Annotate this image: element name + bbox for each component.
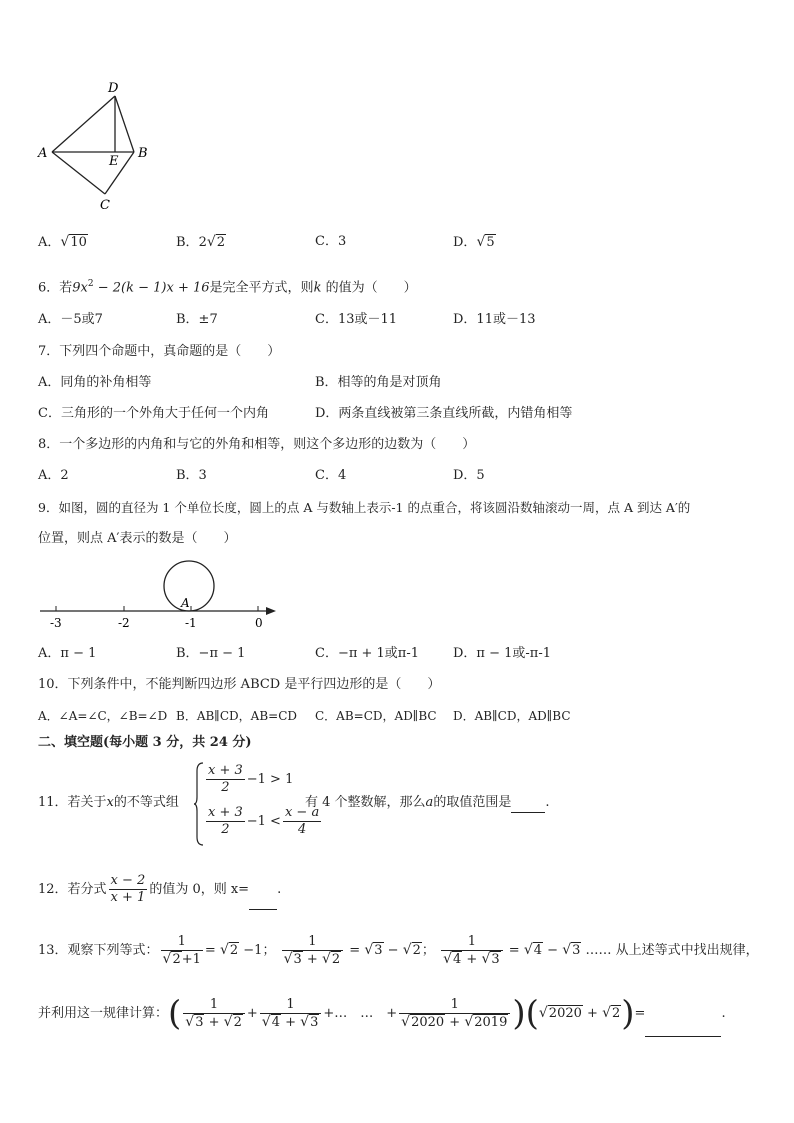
q12-text: 的值为 0，则 x= — [149, 882, 250, 897]
q12-stem — [38, 870, 281, 910]
equals: = — [634, 1006, 646, 1021]
q6-text: 是完全平方式，则 — [209, 280, 314, 296]
paren-close: ) — [621, 993, 635, 1034]
figure-number-line — [36, 556, 286, 634]
radicand: 3 — [374, 943, 383, 958]
fraction-numerator: 1 — [399, 997, 510, 1014]
radicand: 4 — [453, 951, 462, 967]
inequality-rest: −1 > 1 — [246, 772, 294, 787]
q13-stem-line2: 并利用这一规律计算：( $\frac{1}{√3 + √2}$ + $\frac{1}{√4 + √3}$ +… … + $\frac{1}{√2020 + √2019}$ )(√2020 + √2)= . — [38, 990, 726, 1037]
q10-option-b: B．AB∥CD，AB=CD — [176, 709, 297, 723]
coefficient: 2 — [198, 235, 207, 250]
q6-k: k — [313, 280, 322, 296]
system-brace — [194, 761, 204, 847]
fraction-denominator: 4 — [297, 822, 307, 837]
radicand: 2 — [216, 235, 226, 250]
fraction-numerator: 1 — [161, 934, 203, 951]
term: +1 — [181, 951, 201, 967]
q7-option-d: D．两条直线被第三条直线所截，内错角相等 — [315, 406, 573, 421]
q11-prefix: 11．若关于 — [38, 795, 107, 810]
tick-label: -2 — [118, 616, 130, 630]
radicand: 2 — [412, 943, 421, 958]
radicand: 3 — [195, 1014, 204, 1030]
q6-option-a: A．－5或7 — [38, 312, 103, 327]
edge-AD — [52, 96, 115, 152]
radicand: 3 — [293, 951, 302, 967]
label-A: A — [38, 146, 48, 161]
edge-AC — [52, 152, 105, 194]
term: −1； — [239, 943, 276, 958]
q11-var-a: a — [425, 795, 434, 810]
fraction-numerator: x + 3 — [208, 763, 243, 778]
fraction-numerator: 1 — [260, 997, 322, 1014]
label-D: D — [108, 81, 119, 96]
fraction-denominator: 2 — [221, 780, 230, 795]
q9-option-d: D．π − 1或-π-1 — [453, 646, 551, 661]
period: . — [277, 882, 282, 897]
q8-option-a: A．2 — [38, 468, 69, 483]
tick-label: -1 — [185, 616, 197, 630]
q11-var-x: x — [106, 795, 114, 810]
radicand: 2 — [331, 951, 341, 967]
q13-text: …… 从上述等式中找出规律， — [585, 943, 759, 958]
q10-option-c: C．AB=CD，AD∥BC — [315, 709, 437, 723]
q9-option-b: B．−π − 1 — [176, 646, 246, 661]
equals: = — [204, 943, 220, 958]
q8-stem: 8．一个多边形的内角和与它的外角和相等，则这个多边形的边数为（ ） — [38, 437, 476, 452]
inequality-row-1 — [204, 763, 293, 796]
radicand: 2 — [611, 1006, 621, 1021]
answer-blank[interactable] — [645, 1022, 721, 1037]
edge-DB — [115, 96, 134, 152]
q10-option-a: A．∠A=∠C，∠B=∠D — [38, 709, 168, 723]
option-label: A． — [38, 235, 61, 250]
answer-blank[interactable] — [511, 798, 545, 813]
separator: ； — [421, 943, 435, 958]
label-E: E — [109, 154, 119, 169]
q13-prefix: 13．观察下列等式： — [38, 943, 159, 958]
fraction-numerator: x + 3 — [208, 805, 243, 820]
radicand: 2 — [172, 951, 181, 967]
q9-option-c: C．−π + 1或π-1 — [315, 646, 420, 661]
q11-text: 的不等式组 — [113, 795, 179, 810]
figure-quadrilateral — [30, 78, 160, 213]
q6-expr-part1: 9x — [72, 280, 88, 296]
q7-stem: 7．下列四个命题中，真命题的是（ ） — [38, 344, 281, 359]
radicand: 2019 — [474, 1014, 508, 1030]
radicand: 10 — [70, 235, 87, 250]
q13-stem-line1: 13．观察下列等式： $\frac{1}{√2+1}$ = √2 −1； $\frac{1}{√3 + √2}$ = √3 − √2； $\frac{1}{√4 + √3}$ = √4 − √3 …… 从上述等式中找出规律， — [38, 933, 759, 967]
radicand: 2 — [233, 1014, 242, 1030]
tick-label: 0 — [255, 616, 263, 630]
paren-open: ( — [525, 993, 539, 1034]
radicand: 4 — [271, 1014, 280, 1030]
label-C: C — [100, 198, 110, 213]
q11-stem — [38, 793, 179, 813]
radicand: 2020 — [411, 1014, 445, 1030]
q8-option-b: B．3 — [176, 468, 207, 483]
q9-stem-line2: 位置，则点 A′表示的数是（ ） — [38, 531, 237, 546]
q10-option-d: D．AB∥CD，AD∥BC — [453, 709, 571, 723]
fraction-numerator: 1 — [282, 934, 344, 951]
q6-option-c: C．13或－11 — [315, 312, 398, 327]
q8-option-c: C．4 — [315, 468, 347, 483]
label-B: B — [138, 146, 148, 161]
option-label: B． — [176, 235, 199, 250]
q5-option-d: D．√5 — [453, 234, 495, 250]
q11-text: 的取值范围是 — [433, 795, 512, 810]
fraction-numerator: x − a — [284, 805, 320, 820]
fraction-denominator: x + 1 — [110, 890, 146, 905]
paren-close: ) — [512, 993, 526, 1034]
radicand: 3 — [491, 951, 500, 967]
q6-option-b: B．±7 — [176, 312, 218, 327]
q6-prefix: 6．若 — [38, 280, 73, 296]
q6-option-d: D．11或－13 — [453, 312, 536, 327]
period: . — [545, 795, 550, 810]
radicand: 3 — [310, 1014, 319, 1030]
fraction-numerator: 1 — [183, 997, 245, 1014]
period: . — [721, 1006, 726, 1021]
q6-expr-part2: − 2(k − 1)x + 16 — [93, 280, 210, 296]
option-label: C． — [315, 234, 338, 249]
q8-option-d: D．5 — [453, 468, 485, 483]
q6-text-end: 的值为（ ） — [321, 280, 417, 296]
radicand: 4 — [533, 943, 543, 958]
radicand: 2 — [229, 943, 239, 958]
radicand: 5 — [486, 235, 495, 250]
option-label: D． — [453, 235, 477, 250]
fraction-numerator: 1 — [441, 934, 503, 951]
option-value: 3 — [337, 234, 347, 249]
label-A: A — [181, 596, 190, 610]
q12-prefix: 12．若分式 — [38, 882, 107, 897]
inequality-mid: −1 < — [246, 814, 281, 829]
q10-stem: 10．下列条件中，不能判断四边形 ABCD 是平行四边形的是（ ） — [38, 677, 441, 692]
q13-text: 并利用这一规律计算： — [38, 1006, 169, 1021]
q5-option-c — [315, 232, 346, 252]
radicand: 2020 — [548, 1006, 582, 1021]
fraction-denominator: 2 — [221, 822, 230, 837]
answer-blank[interactable] — [249, 895, 277, 910]
fraction-numerator: x − 2 — [110, 873, 146, 888]
q11-text: 有 4 个整数解，那么 — [305, 795, 426, 810]
section-heading: 二、填空题(每小题 3 分，共 24 分) — [38, 735, 252, 750]
q5-option-b: B．2√2 — [176, 234, 226, 250]
q9-option-a: A．π − 1 — [38, 646, 97, 661]
tick-label: -3 — [50, 616, 62, 630]
q6-stem: 6．若$9x^2 - 2(k - 1)x + 16$是完全平方式，则k 的值为（ ） — [38, 279, 417, 296]
ellipsis-term: +… … + — [323, 1006, 398, 1021]
q9-stem-line1: 9．如图，圆的直径为 1 个单位长度，圆上的点 A 与数轴上表示-1 的点重合，将该圆沿数轴滚动一周，点 A 到达 A′的 — [38, 500, 691, 515]
q7-option-a: A．同角的补角相等 — [38, 375, 152, 390]
q5-option-a: A．√10 — [38, 234, 87, 250]
q7-option-c: C．三角形的一个外角大于任何一个内角 — [38, 406, 269, 421]
q7-option-b: B．相等的角是对顶角 — [315, 375, 442, 390]
radicand: 3 — [572, 943, 581, 958]
q11-stem-end — [305, 793, 549, 813]
axis-arrow — [266, 607, 276, 615]
paren-open: ( — [168, 993, 182, 1034]
